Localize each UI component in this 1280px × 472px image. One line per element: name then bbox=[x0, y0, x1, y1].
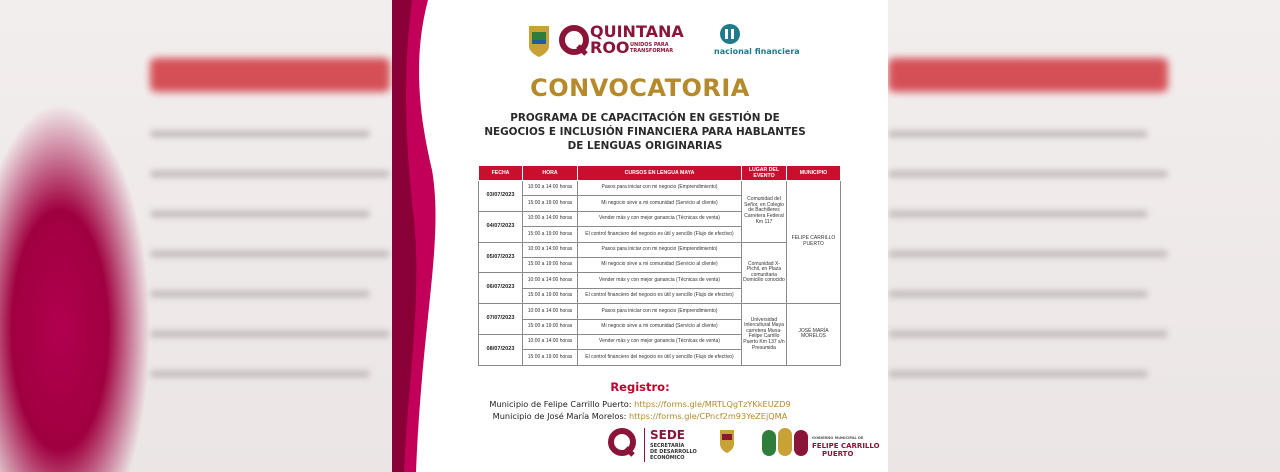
state-slogan: UNIDOS PARA TRANSFORMAR bbox=[630, 42, 674, 54]
time-cell: 10:00 a 14:00 horas bbox=[523, 304, 578, 319]
blurred-backdrop-right bbox=[888, 0, 1280, 472]
header-fecha: FECHA bbox=[479, 166, 523, 181]
header-lugar: LUGAR DEL EVENTO bbox=[742, 166, 787, 181]
time-cell: 15:00 a 19:00 horas bbox=[523, 319, 578, 334]
date-cell: 03/07/2023 bbox=[479, 181, 523, 212]
subtitle-line: NEGOCIOS E INCLUSIÓN FINANCIERA PARA HABLANTES bbox=[484, 126, 806, 138]
page-title: CONVOCATORIA bbox=[530, 74, 750, 102]
municipality-cell: FELIPE CARRILLO PUERTO bbox=[787, 181, 841, 304]
course-cell: Vender más y con mejor ganancia (Técnicas de venta) bbox=[578, 334, 742, 349]
header-cursos: CURSOS EN LENGUA MAYA bbox=[578, 166, 742, 181]
date-cell: 07/07/2023 bbox=[479, 304, 523, 335]
subtitle-line: PROGRAMA DE CAPACITACIÓN EN GESTIÓN DE bbox=[510, 112, 780, 124]
registro-link-jmm[interactable]: https://forms.gle/CPncf2m93YeZEjQMA bbox=[628, 411, 788, 421]
time-cell: 15:00 a 19:00 horas bbox=[523, 227, 578, 242]
time-cell: 10:00 a 14:00 horas bbox=[523, 273, 578, 288]
date-cell: 04/07/2023 bbox=[479, 211, 523, 242]
date-cell: 05/07/2023 bbox=[479, 242, 523, 273]
time-cell: 10:00 a 14:00 horas bbox=[523, 211, 578, 226]
header-logos bbox=[392, 18, 888, 62]
registro-line-fcp bbox=[392, 399, 888, 409]
qroo-q-logo-icon bbox=[611, 431, 633, 455]
header-hora: HORA bbox=[523, 166, 578, 181]
header-municipio: MUNICIPIO bbox=[787, 166, 841, 181]
state-name: QUINTANA bbox=[590, 22, 684, 41]
date-cell: 08/07/2023 bbox=[479, 334, 523, 365]
venue-cell: Comunidad X-Pichil, en Plaza comunitaria Domicilio conocido bbox=[742, 242, 787, 304]
municipal-shield-icon bbox=[720, 430, 734, 453]
quintana-roo-logo-icon bbox=[562, 28, 586, 54]
convocatoria-poster bbox=[392, 0, 888, 472]
time-cell: 10:00 a 14:00 horas bbox=[523, 181, 578, 196]
fcp-emblem-icon bbox=[762, 428, 808, 456]
sede-subtitle: SECRETARÍA DE DESARROLLO ECONÓMICO bbox=[650, 443, 697, 461]
qroo-shield-icon bbox=[529, 26, 549, 57]
course-cell: Vender más y con mejor ganancia (Técnicas de venta) bbox=[578, 273, 742, 288]
footer-logos bbox=[392, 424, 888, 468]
course-cell: El control financiero del negocio es útil y sencillo (Flujo de efectivo) bbox=[578, 350, 742, 365]
sede-title: SEDE bbox=[650, 428, 685, 442]
course-cell: Pasos para iniciar con mi negocio (Emprendimiento) bbox=[578, 304, 742, 319]
course-cell: El control financiero del negocio es útil y sencillo (Flujo de efectivo) bbox=[578, 288, 742, 303]
time-cell: 10:00 a 14:00 horas bbox=[523, 242, 578, 257]
municipality-cell: JOSÉ MARÍA MORELOS bbox=[787, 304, 841, 366]
course-cell: El control financiero del negocio es útil y sencillo (Flujo de efectivo) bbox=[578, 227, 742, 242]
table-row bbox=[479, 181, 841, 196]
blurred-backdrop-left bbox=[0, 0, 392, 472]
partner-name: nacional financiera bbox=[714, 47, 800, 56]
program-subtitle bbox=[480, 111, 810, 153]
time-cell: 15:00 a 19:00 horas bbox=[523, 257, 578, 272]
table-row bbox=[479, 304, 841, 319]
course-cell: Pasos para iniciar con mi negocio (Emprendimiento) bbox=[578, 181, 742, 196]
time-cell: 10:00 a 14:00 horas bbox=[523, 334, 578, 349]
date-cell: 06/07/2023 bbox=[479, 273, 523, 304]
venue-cell: Comunidad del Señor, en Colegio de Bachilleres Carretera Federal Km 117 bbox=[742, 181, 787, 243]
course-cell: Vender más y con mejor ganancia (Técnicas de venta) bbox=[578, 211, 742, 226]
course-cell: Mi negocio sirve a mi comunidad (Servicio al cliente) bbox=[578, 257, 742, 272]
subtitle-line: DE LENGUAS ORIGINARIAS bbox=[567, 140, 723, 152]
registro-title: Registro: bbox=[610, 380, 670, 394]
course-cell: Mi negocio sirve a mi comunidad (Servicio al cliente) bbox=[578, 319, 742, 334]
nafin-logo-icon bbox=[720, 24, 740, 44]
registro-label: Municipio de José María Morelos: bbox=[492, 411, 627, 421]
registro-link-fcp[interactable]: https://forms.gle/MRTLQgTzYKkEUZD9 bbox=[634, 399, 791, 409]
course-cell: Pasos para iniciar con mi negocio (Emprendimiento) bbox=[578, 242, 742, 257]
registro-label: Municipio de Felipe Carrillo Puerto: bbox=[489, 399, 632, 409]
table-row bbox=[479, 242, 841, 257]
municipality-name: GOBIERNO MUNICIPAL DE FELIPE CARRILLO PUERTO bbox=[812, 436, 880, 458]
time-cell: 15:00 a 19:00 horas bbox=[523, 350, 578, 365]
time-cell: 15:00 a 19:00 horas bbox=[523, 196, 578, 211]
venue-cell: Universidad Intercultural Maya carretera Muna-Felipe Carrillo Puerto Km 137 s/n Presumida bbox=[742, 304, 787, 366]
state-name-roo: ROO bbox=[590, 38, 630, 57]
time-cell: 15:00 a 19:00 horas bbox=[523, 288, 578, 303]
registro-line-jmm bbox=[392, 411, 888, 421]
schedule-table bbox=[478, 165, 841, 366]
course-cell: Mi negocio sirve a mi comunidad (Servicio al cliente) bbox=[578, 196, 742, 211]
